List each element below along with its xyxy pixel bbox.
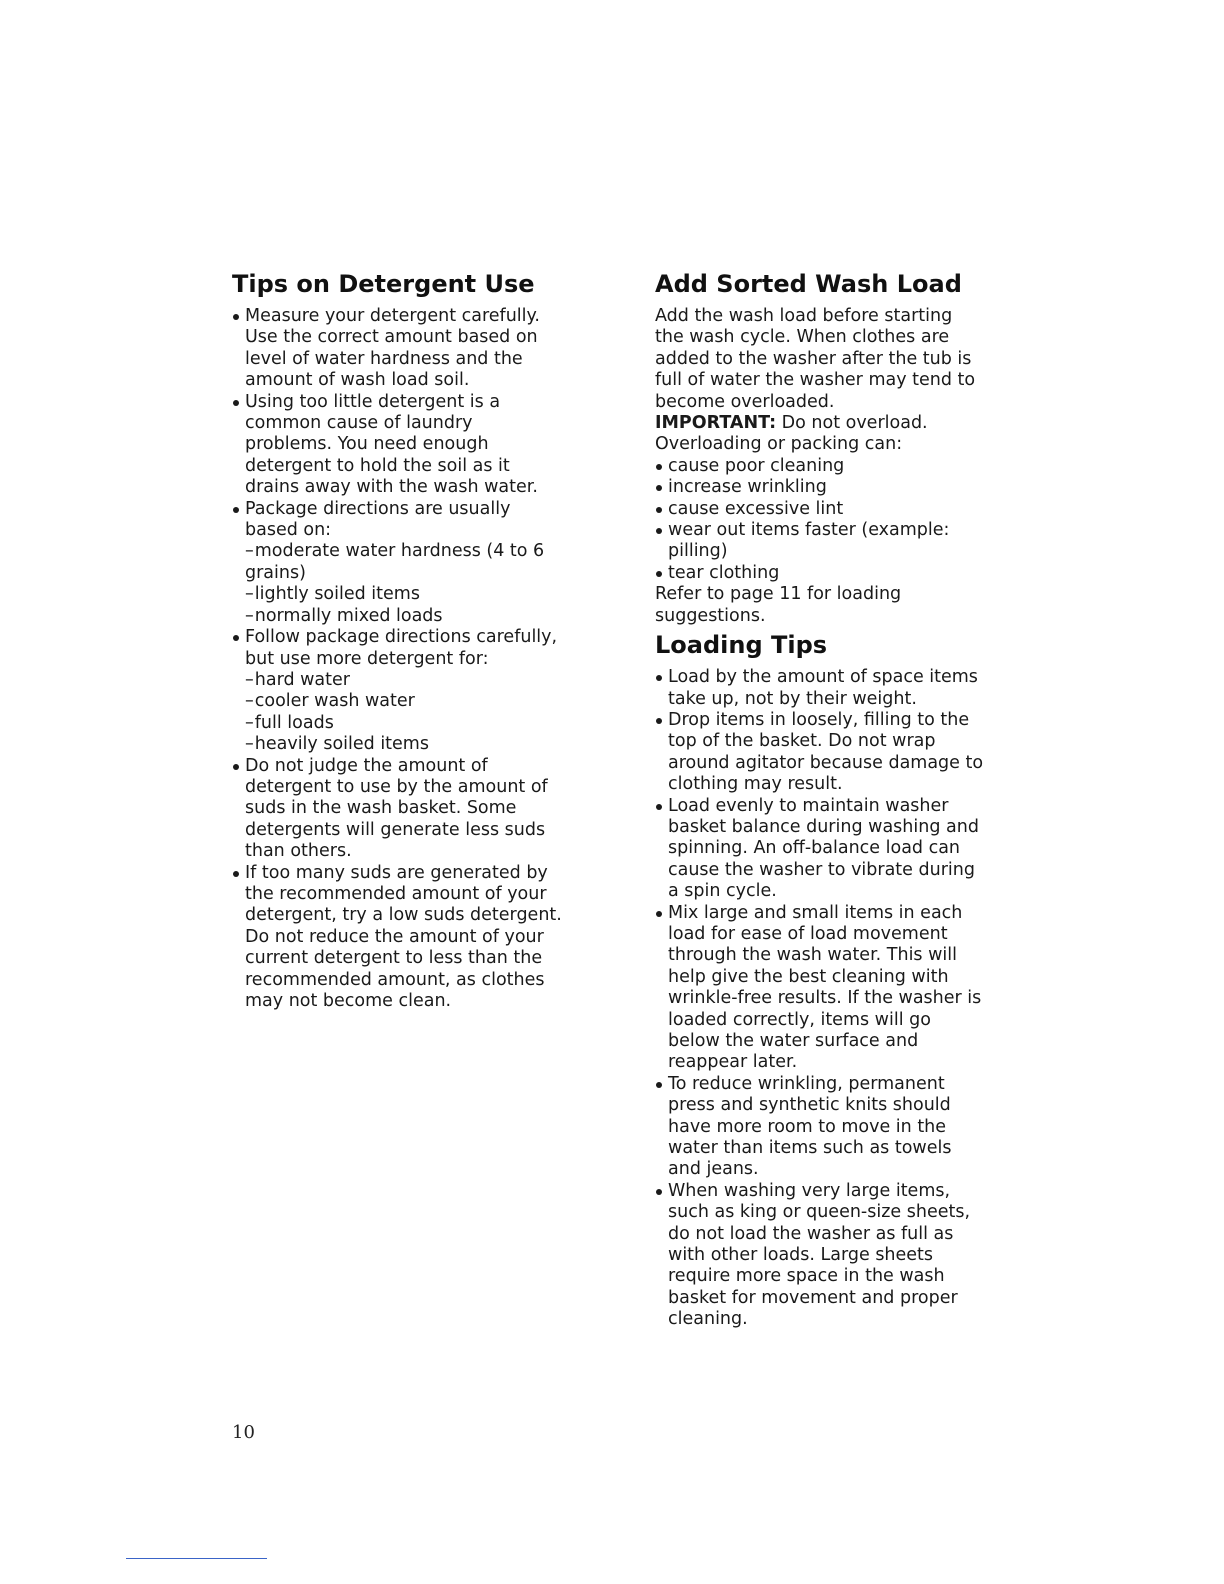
sub-list-item [245,691,562,712]
dash: – [245,584,254,605]
dash: – [245,669,254,690]
list-item: If too many suds are generated by the recommended amount of your detergent, try a low suds detergent. Do not reduce the amount of your current detergent to less than the recommended amount, as clothes may not become clean. [232,863,562,1013]
sub-list-text: full loads [254,712,334,733]
list-item: tear clothing [655,563,985,584]
list-item: wear out items faster (example: pilling) [655,520,985,563]
package-based-on-list [245,541,562,627]
list-item-text: Package directions are usually based on: [245,498,511,541]
detergent-section [232,268,562,1012]
list-item: Load by the amount of space items take up, not by their weight. [655,667,985,710]
sub-list-text: cooler wash water [254,691,415,712]
sub-list-item [245,670,562,691]
list-item: increase wrinkling [655,477,985,498]
detergent-tips-list [232,306,562,1012]
detergent-heading: Tips on Detergent Use [232,270,535,298]
important-text: Do not overload. Overloading or packing can: [655,413,928,455]
important-note [655,413,985,456]
sub-list-item [245,584,562,605]
dash: – [245,734,254,755]
sub-list-text: hard water [254,669,350,690]
list-item: cause poor cleaning [655,456,985,477]
list-item: Load evenly to maintain washer basket balance during washing and spinning. An off-balance load can cause the washer to vibrate during a spin cycle. [655,796,985,903]
list-item: When washing very large items, such as king or queen-size sheets, do not load the washer as full as with other loads. Large sheets require more space in the wash basket for movement and proper cleaning. [655,1181,985,1331]
sub-list-item [245,606,562,627]
more-detergent-list [245,670,562,756]
divider [126,1558,267,1559]
sub-list-item [245,713,562,734]
add-sorted-heading: Add Sorted Wash Load [655,270,962,298]
list-item-text: Follow package directions carefully, but use more detergent for: [245,627,558,669]
list-item: Do not judge the amount of detergent to use by the amount of suds in the wash basket. Some detergents will generate less suds than others. [232,756,562,863]
list-item [232,627,562,755]
sub-list-item [245,541,562,584]
list-item [232,499,562,627]
overload-effects-list [655,456,985,584]
sub-list-text: moderate water hardness (4 to 6 grains) [245,541,545,583]
refer-text: Refer to page 11 for loading suggestions. [655,584,902,626]
page-number: 10 [232,1422,255,1443]
dash: – [245,691,254,712]
list-item: cause excessive lint [655,499,985,520]
loading-tips-list [655,667,985,1331]
list-item: Measure your detergent carefully. Use the correct amount based on level of water hardness and the amount of wash load soil. [232,306,562,392]
sub-list-text: lightly soiled items [254,584,420,605]
dash: – [245,712,254,733]
add-sorted-intro: Add the wash load before starting the wash cycle. When clothes are added to the washer after the tub is full of water the washer may tend to become overloaded. [655,306,976,412]
list-item: Drop items in loosely, filling to the top of the basket. Do not wrap around agitator because damage to clothing may result. [655,710,985,796]
sub-list-text: normally mixed loads [254,605,443,626]
dash: – [245,541,254,562]
dash: – [245,605,254,626]
sub-list-item [245,734,562,755]
sub-list-text: heavily soiled items [254,734,429,755]
important-label: IMPORTANT: [655,413,777,434]
list-item: Mix large and small items in each load for ease of load movement through the wash water. This will help give the best cleaning with wrinkle-free results. If the washer is loaded correctly, items will go below the water surface and reappear later. [655,903,985,1074]
right-column [655,268,985,1331]
list-item: To reduce wrinkling, permanent press and synthetic knits should have more room to move in the water than items such as towels and jeans. [655,1074,985,1181]
loading-tips-heading: Loading Tips [655,631,828,660]
list-item: Using too little detergent is a common cause of laundry problems. You need enough detergent to hold the soil as it drains away with the wash water. [232,392,562,499]
